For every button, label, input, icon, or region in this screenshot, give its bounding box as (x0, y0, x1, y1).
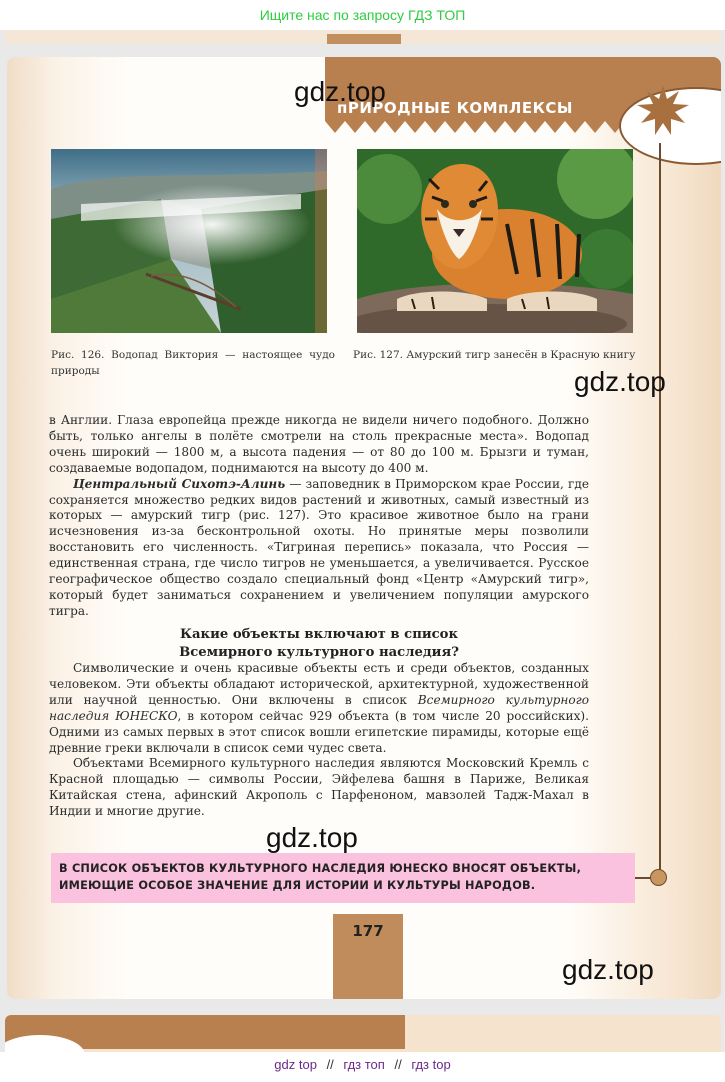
header-zigzag (325, 119, 625, 137)
link-gdz-top-mixed[interactable]: гдз top (411, 1057, 451, 1072)
key-conclusion-box (51, 853, 635, 903)
textbook-page (7, 57, 721, 999)
next-page-edge (5, 1015, 721, 1055)
amur-tiger-photo (357, 149, 633, 333)
paragraph-heritage-text-a: Символические и очень красивые объекты есть и среди объектов, созданных человеком. Эти объекты обладают исторической, архитектурной, художественной или научной ценностью. Они включены в список (49, 661, 589, 707)
body-text-upper (49, 413, 589, 620)
page-number-tab (333, 914, 403, 999)
sun-star-icon (637, 85, 689, 137)
link-separator: // (394, 1057, 402, 1072)
page-number: 177 (352, 922, 384, 940)
decor-vertical-line (659, 143, 661, 879)
figure-127-caption: Рис. 127. Амурский тигр занесён в Красную книгу (353, 349, 636, 361)
link-separator: // (326, 1057, 334, 1072)
previous-page-edge (5, 30, 721, 44)
link-gdz-top[interactable]: gdz top (274, 1057, 317, 1072)
previous-page-tab (327, 34, 401, 44)
section-heading (49, 626, 589, 662)
watermark: gdz.top (294, 76, 386, 107)
paragraph-sikhote-alin (49, 477, 589, 620)
paragraph-heritage-text-b: , в котором сейчас 929 объекта (в том числе 20 российских). Одними из самых первых в этот список вошли египетские пирамиды, которые ещё древние греки включали в список семи чудес света. (49, 708, 589, 755)
chapter-title: пРИРОДНЫЕ КОМпЛЕКСЫ (337, 99, 573, 117)
paragraph-heritage-examples: Объектами Всемирного культурного наследия являются Московский Кремль с Красной площадью — символы России, Эйфелева башня в Париже, Великая Китайская стена, афинский Акрополь с Парфеноном, мавзолей Тадж-Махал в Индии и многие другие. (49, 756, 589, 819)
victoria-falls-photo (51, 149, 327, 333)
figure-126-caption: Рис. 126. Водопад Виктория — настоящее чудо природы (51, 349, 335, 377)
watermark: gdz.top (574, 366, 666, 397)
section-heading-line-1: Какие объекты включают в список (180, 627, 458, 642)
section-heading-line-2: Всемирного культурного наследия? (179, 645, 459, 660)
term-sikhote-alin: Центральный Сихотэ-Алинь (73, 476, 286, 491)
paragraph-victoria-falls: в Англии. Глаза европейца прежде никогда не видели ничего подобного. Должно быть, только ангелы в полёте смотрели на столь прекрасные места». Водопад очень широкий — 1800 м, а высота падения — от 80 до 100 м. Брызги и туман, создаваемые водопадом, поднимаются на высоту до 400 м. (49, 413, 589, 475)
watermark: gdz.top (562, 954, 654, 985)
conclusion-line-1: В СПИСОК ОБЪЕКТОВ КУЛЬТУРНОГО НАСЛЕДИЯ ЮНЕСКО ВНОСЯТ ОБЪЕКТЫ, (59, 862, 582, 875)
top-banner (0, 0, 725, 30)
conclusion-line-2: ИМЕЮЩИЕ ОСОБОЕ ЗНАЧЕНИЕ ДЛЯ ИСТОРИИ И КУЛЬТУРЫ НАРОДОВ. (59, 879, 536, 892)
decor-dot (650, 869, 667, 886)
link-gdz-top-ru[interactable]: гдз топ (343, 1057, 385, 1072)
term-unesco-heritage: Всемирного культурного наследия ЮНЕСКО (49, 692, 589, 723)
body-text-lower (49, 661, 589, 820)
paragraph-sikhote-alin-text: — заповедник в Приморском крае России, где сохраняется множество редких видов растений и животных, самый известный из которых — амурский тигр (рис. 127). Это красивое животное было на грани исчезновения из-за бесконтрольной охоты. Но принятые меры позволили восстановить его численность. «Тигриная перепись» показала, что Россия — единственная страна, где число тигров не уменьшается, а увеличивается. Русское географическое общество создало специальный фонд «Центр «Амурский тигр», который будет заниматься сохранением и увеличением популяции амурского тигра. (49, 476, 589, 618)
paragraph-heritage-list (49, 661, 589, 756)
bottom-links-bar (0, 1052, 725, 1082)
top-banner-text[interactable]: Ищите нас по запросу ГДЗ ТОП (259, 7, 466, 23)
watermark: gdz.top (266, 822, 358, 853)
